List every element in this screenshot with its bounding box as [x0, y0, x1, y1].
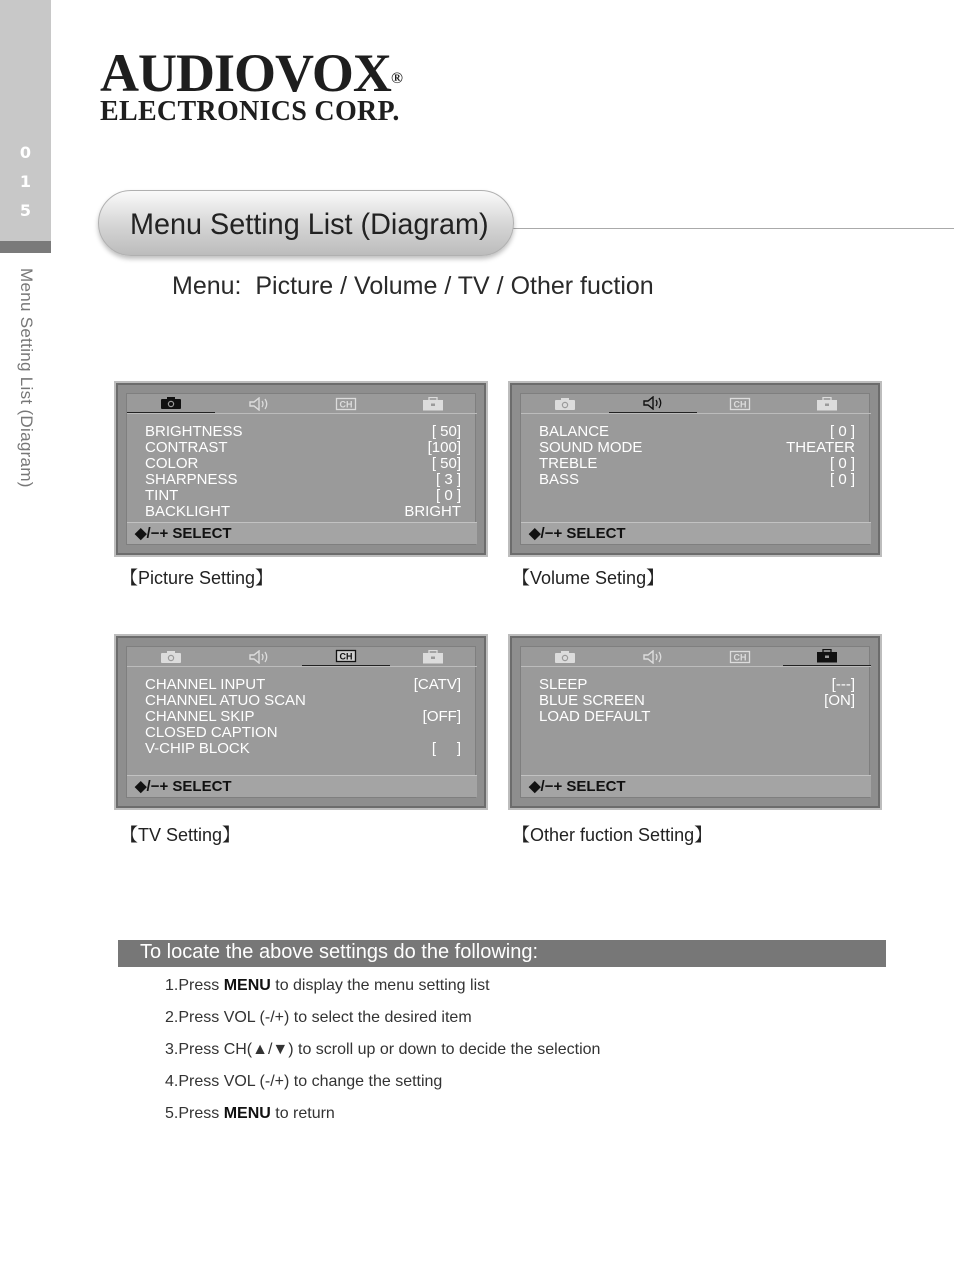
tv-menu-tab[interactable] — [609, 647, 697, 667]
tv-menu-item-label: BALANCE — [539, 423, 610, 440]
tv-menu-items — [539, 424, 855, 488]
camera-icon — [160, 396, 182, 410]
camera-icon — [554, 650, 576, 664]
tv-menu-item-value: [ 0 ] — [829, 423, 855, 440]
tv-menu-item[interactable] — [539, 440, 855, 456]
side-tab — [0, 0, 51, 253]
tv-menu-item-label: LOAD DEFAULT — [539, 708, 651, 725]
toolbox-icon — [816, 397, 838, 411]
registered-mark: ® — [390, 70, 402, 87]
instructions-heading: To locate the above settings do the following: — [140, 941, 539, 963]
tv-menu-item[interactable] — [539, 693, 855, 709]
tv-menu-tab[interactable] — [127, 394, 215, 414]
tv-menu-item-value: [---] — [831, 676, 855, 693]
ch-icon — [729, 650, 751, 664]
vertical-section-label: Menu Setting List (Diagram) — [17, 268, 36, 488]
tab-divider — [521, 666, 871, 667]
tv-menu-screen — [114, 381, 488, 557]
tv-menu-item-label: CHANNEL ATUO SCAN — [145, 692, 306, 709]
tv-menu-tab[interactable] — [609, 394, 697, 414]
tv-menu-item-value: [OFF] — [422, 708, 461, 725]
instructions-heading-bar — [118, 940, 886, 967]
tv-menu-panel — [520, 393, 870, 545]
svg-text:CH: CH — [339, 651, 353, 662]
tv-menu-item-value: [ 0 ] — [829, 455, 855, 472]
tv-menu-tabs — [521, 394, 871, 414]
logo-subtitle: ELECTRONICS CORP. — [100, 96, 400, 127]
screen-caption: 【TV Setting】 — [120, 825, 241, 845]
tv-menu-tab[interactable] — [783, 647, 871, 667]
tv-menu-tab[interactable] — [215, 394, 303, 414]
tv-menu-item-value: BRIGHT — [404, 503, 461, 520]
tv-menu-item-value: [100] — [427, 439, 461, 456]
section-title-pill — [98, 190, 514, 256]
page-digit: 0 — [19, 143, 32, 162]
tv-menu-item-label: CLOSED CAPTION — [145, 724, 278, 741]
screen-caption: 【Other fuction Setting】 — [512, 825, 713, 845]
svg-text:CH: CH — [733, 652, 747, 663]
tv-menu-item[interactable] — [145, 693, 461, 709]
tv-menu-item[interactable] — [145, 488, 461, 504]
tv-menu-item[interactable] — [539, 424, 855, 440]
instruction-step — [165, 1103, 765, 1135]
audiovox-logo — [100, 43, 430, 127]
tv-menu-item[interactable] — [145, 440, 461, 456]
logo-main — [100, 43, 430, 103]
tv-menu-item[interactable] — [539, 677, 855, 693]
tv-menu-item-value: [ 50] — [431, 455, 461, 472]
tv-menu-tabs — [521, 647, 871, 667]
tv-menu-items — [145, 677, 461, 757]
instruction-step — [165, 1071, 765, 1103]
tab-divider — [521, 413, 871, 414]
instruction-steps — [165, 975, 765, 1135]
toolbox-icon — [422, 397, 444, 411]
tv-menu-panel — [520, 646, 870, 798]
tv-menu-item-label: BLUE SCREEN — [539, 692, 645, 709]
tv-menu-item-label: CHANNEL SKIP — [145, 708, 255, 725]
tv-menu-item-label: BACKLIGHT — [145, 503, 231, 520]
tv-menu-item-label: TREBLE — [539, 455, 598, 472]
step-key: MENU — [223, 1105, 271, 1122]
ch-icon — [335, 397, 357, 411]
tv-menu-item-value: [ 0 ] — [829, 471, 855, 488]
select-hint-bar: ◆/−+ SELECT — [127, 775, 477, 797]
section-title: Menu Setting List (Diagram) — [130, 208, 489, 241]
tv-menu-tabs — [127, 394, 477, 414]
tv-menu-item-value: [ 50] — [431, 423, 461, 440]
tv-menu-item-value: [CATV] — [413, 676, 461, 693]
toolbox-icon — [816, 649, 838, 663]
tv-menu-item-value: [ 3 ] — [435, 471, 461, 488]
tv-menu-item-label: COLOR — [145, 455, 199, 472]
tv-menu-item-label: CONTRAST — [145, 439, 228, 456]
screen-caption: 【Picture Setting】 — [120, 568, 274, 588]
tv-menu-tab[interactable] — [696, 647, 784, 667]
tv-menu-tab[interactable] — [521, 394, 609, 414]
step-text: 2.Press VOL (-/+) to select the desired item — [165, 1009, 472, 1026]
speaker-icon — [642, 650, 664, 664]
tv-menu-tab[interactable] — [783, 394, 871, 414]
tv-menu-item-label: TINT — [145, 487, 179, 504]
tv-menu-item[interactable] — [539, 456, 855, 472]
tv-menu-item[interactable] — [145, 741, 461, 757]
tv-menu-screen — [508, 381, 882, 557]
tv-menu-item-value: THEATER — [786, 439, 855, 456]
tv-menu-item-label: V-CHIP BLOCK — [145, 740, 250, 757]
tv-menu-item-label: BASS — [539, 471, 580, 488]
tv-menu-item[interactable] — [145, 424, 461, 440]
logo-wordmark: AUDIOVOX — [100, 43, 391, 103]
tv-menu-tab[interactable] — [302, 394, 390, 414]
title-rule — [500, 228, 954, 229]
step-text: 1.Press — [165, 977, 224, 994]
ch-icon — [729, 397, 751, 411]
svg-text:CH: CH — [733, 399, 747, 410]
instruction-step — [165, 1039, 765, 1071]
tv-menu-item[interactable] — [539, 472, 855, 488]
step-text: to return — [270, 1105, 335, 1122]
page-digit: 5 — [19, 201, 32, 220]
camera-icon — [554, 397, 576, 411]
select-hint-bar: ◆/−+ SELECT — [521, 522, 871, 544]
speaker-icon — [642, 396, 664, 410]
tv-menu-items — [145, 424, 461, 520]
tv-menu-tab[interactable] — [696, 394, 784, 414]
side-tab-strip — [0, 241, 51, 253]
toolbox-icon — [422, 650, 444, 664]
tv-menu-tab[interactable] — [127, 647, 215, 667]
step-text: 3.Press CH(▲/▼) to scroll up or down to decide the selection — [165, 1041, 601, 1058]
tv-menu-item[interactable] — [145, 456, 461, 472]
tab-divider — [127, 666, 477, 667]
camera-icon — [160, 650, 182, 664]
tv-menu-tabs — [127, 647, 477, 667]
tv-menu-items — [539, 677, 855, 725]
tab-divider — [127, 413, 477, 414]
speaker-icon — [248, 397, 270, 411]
tv-menu-screen — [508, 634, 882, 810]
tv-menu-item-label: SHARPNESS — [145, 471, 238, 488]
tv-menu-panel — [126, 646, 476, 798]
tv-menu-item[interactable] — [539, 709, 855, 725]
tv-menu-tab[interactable] — [389, 647, 477, 667]
screen-caption: 【Volume Seting】 — [512, 568, 665, 588]
page-digit: 1 — [19, 172, 32, 191]
tv-menu-item-label: SOUND MODE — [539, 439, 643, 456]
ch-icon — [335, 649, 357, 663]
step-text: 4.Press VOL (-/+) to change the setting — [165, 1073, 443, 1090]
tv-menu-item[interactable] — [145, 725, 461, 741]
step-key: MENU — [223, 977, 271, 994]
select-hint-bar: ◆/−+ SELECT — [521, 775, 871, 797]
tv-menu-tab[interactable] — [389, 394, 477, 414]
tv-menu-item[interactable] — [145, 677, 461, 693]
page-number — [0, 138, 51, 225]
tv-menu-item-label: CHANNEL INPUT — [145, 676, 266, 693]
tv-menu-tab[interactable] — [302, 647, 390, 667]
tv-menu-item-value: [ 0 ] — [435, 487, 461, 504]
tv-menu-tab[interactable] — [521, 647, 609, 667]
instruction-step — [165, 1007, 765, 1039]
tv-menu-item[interactable] — [145, 472, 461, 488]
speaker-icon — [248, 650, 270, 664]
instruction-step — [165, 975, 765, 1007]
step-text: to display the menu setting list — [270, 977, 490, 994]
step-text: 5.Press — [165, 1105, 224, 1122]
tv-menu-item-label: BRIGHTNESS — [145, 423, 243, 440]
tv-menu-item-value: [ ] — [431, 740, 461, 757]
svg-text:CH: CH — [339, 399, 353, 410]
tv-menu-item[interactable] — [145, 709, 461, 725]
menu-description: Menu: Picture / Volume / TV / Other fuction — [172, 272, 654, 300]
tv-menu-item[interactable] — [145, 504, 461, 520]
tv-menu-tab[interactable] — [215, 647, 303, 667]
tv-menu-item-value: [ON] — [824, 692, 855, 709]
tv-menu-screen — [114, 634, 488, 810]
tv-menu-item-label: SLEEP — [539, 676, 588, 693]
select-hint-bar: ◆/−+ SELECT — [127, 522, 477, 544]
tv-menu-panel — [126, 393, 476, 545]
